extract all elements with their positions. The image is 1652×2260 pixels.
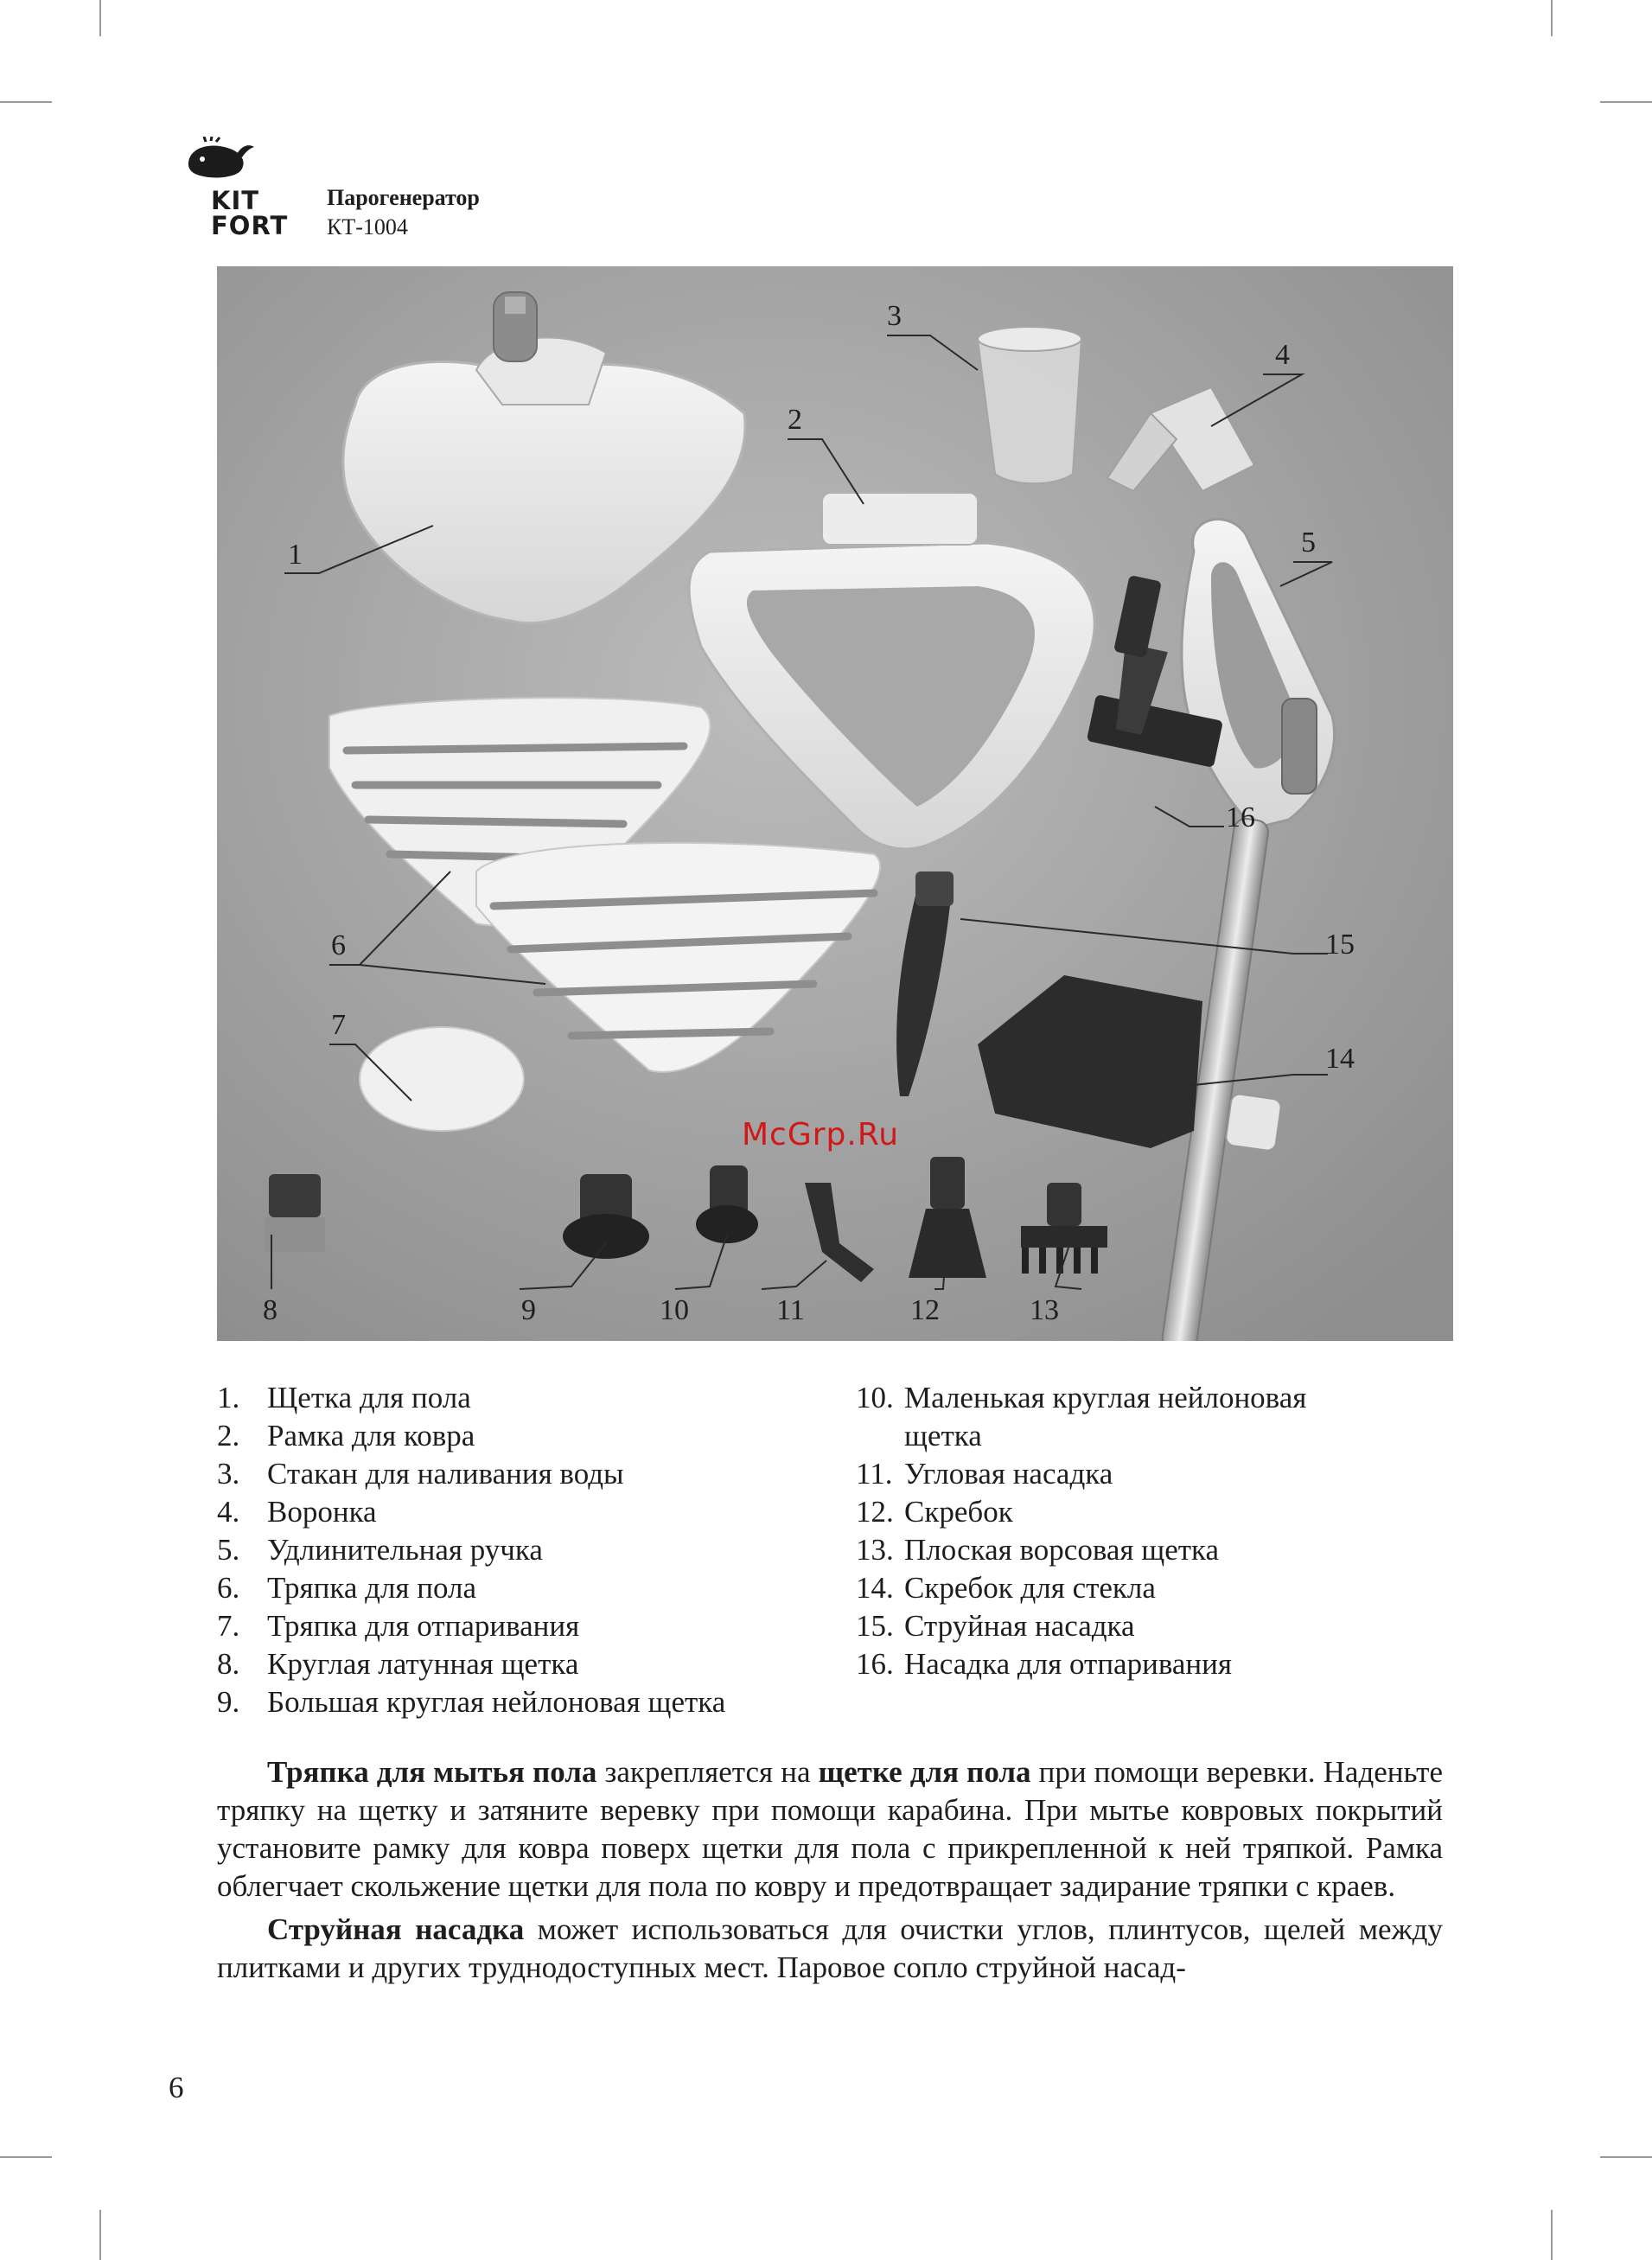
list-item — [217, 1569, 822, 1607]
item-number: 12. — [856, 1495, 894, 1529]
callout-7: 7 — [331, 1009, 346, 1041]
callout-15: 15 — [1325, 929, 1355, 961]
item-number: 9. — [217, 1685, 240, 1719]
paragraph-text: может использоваться для очистки углов, плинтусов, щелей между плитками и других труднодоступных мест. Паровое сопло струйной насад- — [217, 1912, 1443, 1984]
item-label: Щетка для пола — [267, 1381, 471, 1414]
list-item — [856, 1645, 1461, 1683]
item-label: Удлинительная ручка — [267, 1533, 543, 1567]
item-number: 8. — [217, 1647, 240, 1681]
crop-mark — [1551, 0, 1553, 36]
item-label: Воронка — [267, 1495, 377, 1529]
list-item — [217, 1379, 822, 1417]
list-item — [856, 1531, 1461, 1569]
callout-8: 8 — [263, 1294, 277, 1326]
callout-12: 12 — [910, 1294, 940, 1326]
product-title: Парогенератор — [327, 185, 480, 210]
callout-13: 13 — [1030, 1294, 1059, 1326]
paragraph-floor-cloth — [217, 1753, 1443, 1906]
callout-1: 1 — [288, 539, 303, 571]
page-number: 6 — [169, 2071, 184, 2104]
item-number: 7. — [217, 1609, 240, 1643]
product-model: КТ-1004 — [327, 214, 408, 239]
crop-mark — [1600, 2156, 1652, 2158]
callout-11: 11 — [776, 1294, 805, 1326]
crop-mark — [0, 2156, 52, 2158]
item-number: 11. — [856, 1457, 893, 1491]
list-item — [856, 1493, 1461, 1531]
list-item — [217, 1531, 822, 1569]
item-label: Стакан для наливания воды — [267, 1457, 624, 1491]
paragraph-jet-nozzle — [217, 1911, 1443, 1987]
brand-line-2: FORT — [211, 211, 289, 240]
bold-term: Тряпка для мытья пола — [267, 1755, 597, 1789]
item-number: 2. — [217, 1419, 240, 1452]
callout-10: 10 — [660, 1294, 689, 1326]
list-item — [856, 1455, 1461, 1493]
brass-round-brush — [265, 1174, 325, 1252]
list-item — [217, 1683, 822, 1721]
brand-line-1: KIT — [211, 186, 260, 215]
item-label: Скребок для стекла — [904, 1571, 1156, 1605]
steam-cloth — [360, 1027, 524, 1131]
accessories-photo — [217, 266, 1453, 1341]
item-number: 15. — [856, 1609, 894, 1643]
item-label: Скребок — [904, 1495, 1013, 1529]
body-text — [217, 1753, 1443, 1987]
item-number: 13. — [856, 1533, 894, 1567]
list-item — [856, 1607, 1461, 1645]
watermark: McGrp.Ru — [742, 1117, 900, 1152]
callout-9: 9 — [521, 1294, 536, 1326]
paragraph-text: закрепляется на — [596, 1755, 819, 1789]
parts-list-left — [217, 1379, 822, 1721]
list-item — [217, 1645, 822, 1683]
item-number: 6. — [217, 1571, 240, 1605]
item-label: Тряпка для пола — [267, 1571, 477, 1605]
crop-mark — [1551, 2210, 1553, 2260]
item-label: Насадка для отпаривания — [904, 1647, 1232, 1681]
callout-2: 2 — [788, 404, 802, 436]
item-label: Круглая латунная щетка — [267, 1647, 579, 1681]
callout-16: 16 — [1226, 801, 1255, 833]
item-number: 3. — [217, 1457, 240, 1491]
brand-wordmark — [211, 188, 288, 239]
list-item — [856, 1379, 1461, 1455]
bold-term: Струйная насадка — [267, 1912, 525, 1946]
crop-mark — [99, 0, 101, 36]
item-label: Плоская ворсовая щетка — [904, 1533, 1220, 1567]
whale-icon — [185, 137, 306, 188]
item-label: Рамка для ковра — [267, 1419, 475, 1452]
item-number: 4. — [217, 1495, 240, 1529]
measuring-cup — [978, 327, 1081, 483]
callout-5: 5 — [1301, 527, 1316, 559]
list-item — [856, 1569, 1461, 1607]
item-number: 10. — [856, 1381, 894, 1414]
item-label: Тряпка для отпаривания — [267, 1609, 580, 1643]
callout-3: 3 — [887, 300, 902, 332]
callout-6: 6 — [331, 929, 346, 961]
item-number: 14. — [856, 1571, 894, 1605]
item-label: Маленькая круглая нейлоновая щетка — [904, 1381, 1307, 1452]
crop-mark — [99, 2210, 101, 2260]
list-item — [217, 1417, 822, 1455]
item-number: 16. — [856, 1647, 894, 1681]
item-label: Угловая насадка — [904, 1457, 1113, 1491]
item-number: 1. — [217, 1381, 240, 1414]
callout-4: 4 — [1275, 339, 1290, 371]
item-number: 5. — [217, 1533, 240, 1567]
paragraph-text: при помощи веревки. Наденьте тряпку на щетку и затяните веревку при помощи карабина. При мытье ковровых покрытий установите рамку для ковра поверх щетки для пола с прикрепленной к ней тряпкой. Рамка облегчает скольжение щетки для пола по ковру и предотвращает задирание тряпки с краев. — [217, 1755, 1443, 1903]
callout-14: 14 — [1325, 1043, 1355, 1075]
item-label: Струйная насадка — [904, 1609, 1135, 1643]
crop-mark — [0, 101, 52, 103]
bold-term: щетке для пола — [818, 1755, 1031, 1789]
list-item — [217, 1455, 822, 1493]
crop-mark — [1600, 101, 1652, 103]
list-item — [217, 1493, 822, 1531]
parts-list-right — [856, 1379, 1461, 1683]
list-item — [217, 1607, 822, 1645]
item-label: Большая круглая нейлоновая щетка — [267, 1685, 726, 1719]
